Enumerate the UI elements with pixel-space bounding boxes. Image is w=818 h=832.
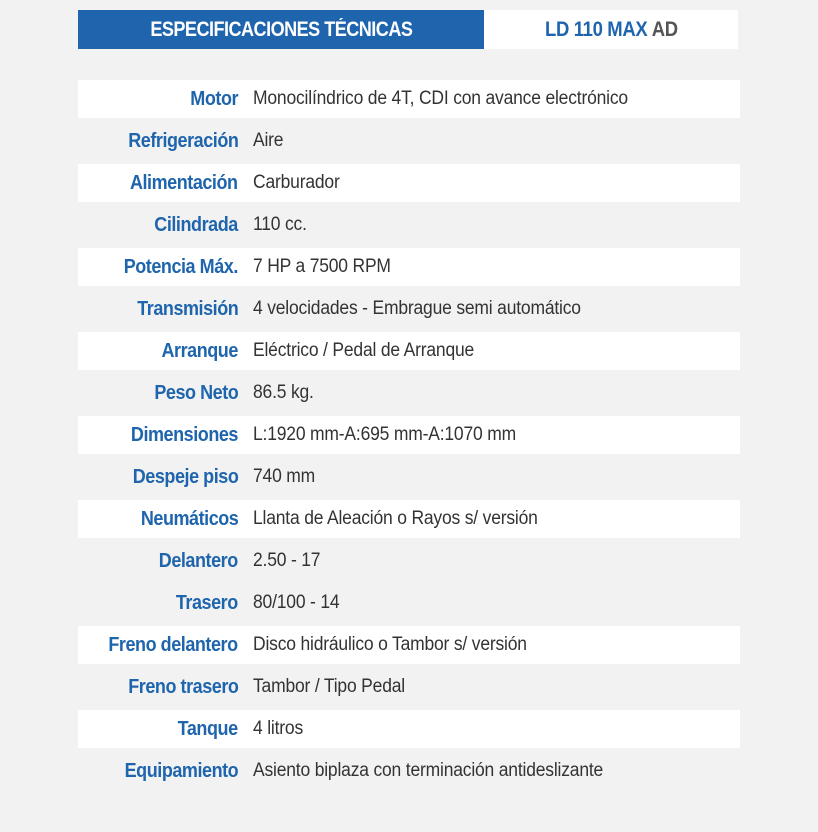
spec-row-tanque	[78, 710, 740, 748]
spec-row-alimentacion	[78, 164, 740, 202]
spec-label: Neumáticos	[140, 507, 238, 530]
spec-row-cilindrada	[78, 206, 740, 244]
spec-label: Tanque	[178, 717, 238, 740]
model-name	[484, 10, 738, 49]
spec-label: Freno trasero	[127, 675, 238, 698]
spec-value: Asiento biplaza con terminación antideslizante	[253, 760, 604, 781]
spec-row-transmision	[78, 290, 740, 328]
spec-header	[78, 10, 738, 49]
spec-row-equipamiento	[78, 752, 740, 790]
spec-value: 740 mm	[253, 466, 316, 487]
spec-row-neumaticos	[78, 500, 740, 538]
spec-value: 110 cc.	[253, 214, 307, 235]
spec-value: L:1920 mm-A:695 mm-A:1070 mm	[253, 424, 516, 445]
spec-value: Carburador	[253, 172, 340, 193]
spec-label: Despeje piso	[132, 465, 238, 488]
spec-table	[78, 80, 740, 794]
spec-value: Aire	[253, 130, 284, 151]
spec-row-freno-delantero	[78, 626, 740, 664]
spec-label: Cilindrada	[154, 213, 238, 236]
model-name-suffix: AD	[651, 17, 678, 41]
spec-label: Transmisión	[136, 297, 238, 320]
spec-row-delantero	[78, 542, 740, 580]
spec-value: 7 HP a 7500 RPM	[253, 256, 391, 277]
spec-value: Monocilíndrico de 4T, CDI con avance electrónico	[253, 88, 628, 109]
spec-value: Disco hidráulico o Tambor s/ versión	[253, 634, 527, 655]
spec-label: Refrigeración	[127, 129, 238, 152]
spec-label: Arranque	[161, 339, 238, 362]
spec-row-refrigeracion	[78, 122, 740, 160]
spec-value: Tambor / Tipo Pedal	[253, 676, 405, 697]
section-title-text: ESPECIFICACIONES TÉCNICAS	[149, 17, 413, 41]
spec-value: Eléctrico / Pedal de Arranque	[253, 340, 475, 361]
spec-label: Freno delantero	[108, 633, 238, 656]
spec-value: 4 velocidades - Embrague semi automático	[253, 298, 581, 319]
spec-row-arranque	[78, 332, 740, 370]
spec-label: Potencia Máx.	[123, 255, 238, 278]
spec-row-peso-neto	[78, 374, 740, 412]
model-name-main: LD 110 MAX	[544, 17, 647, 41]
spec-label: Peso Neto	[154, 381, 238, 404]
spec-label: Equipamiento	[124, 759, 238, 782]
spec-value: 86.5 kg.	[253, 382, 314, 403]
spec-row-freno-trasero	[78, 668, 740, 706]
spec-label: Motor	[190, 87, 238, 110]
spec-row-motor	[78, 80, 740, 118]
spec-label: Dimensiones	[130, 423, 238, 446]
spec-value: 2.50 - 17	[253, 550, 321, 571]
spec-label: Delantero	[159, 549, 238, 572]
spec-value: 80/100 - 14	[253, 592, 340, 613]
spec-label: Alimentación	[130, 171, 238, 194]
spec-row-potencia	[78, 248, 740, 286]
spec-label: Trasero	[176, 591, 238, 614]
spec-value: Llanta de Aleación o Rayos s/ versión	[253, 508, 538, 529]
spec-row-despeje-piso	[78, 458, 740, 496]
spec-row-dimensiones	[78, 416, 740, 454]
spec-value: 4 litros	[253, 718, 304, 739]
spec-row-trasero	[78, 584, 740, 622]
section-title	[78, 10, 484, 49]
